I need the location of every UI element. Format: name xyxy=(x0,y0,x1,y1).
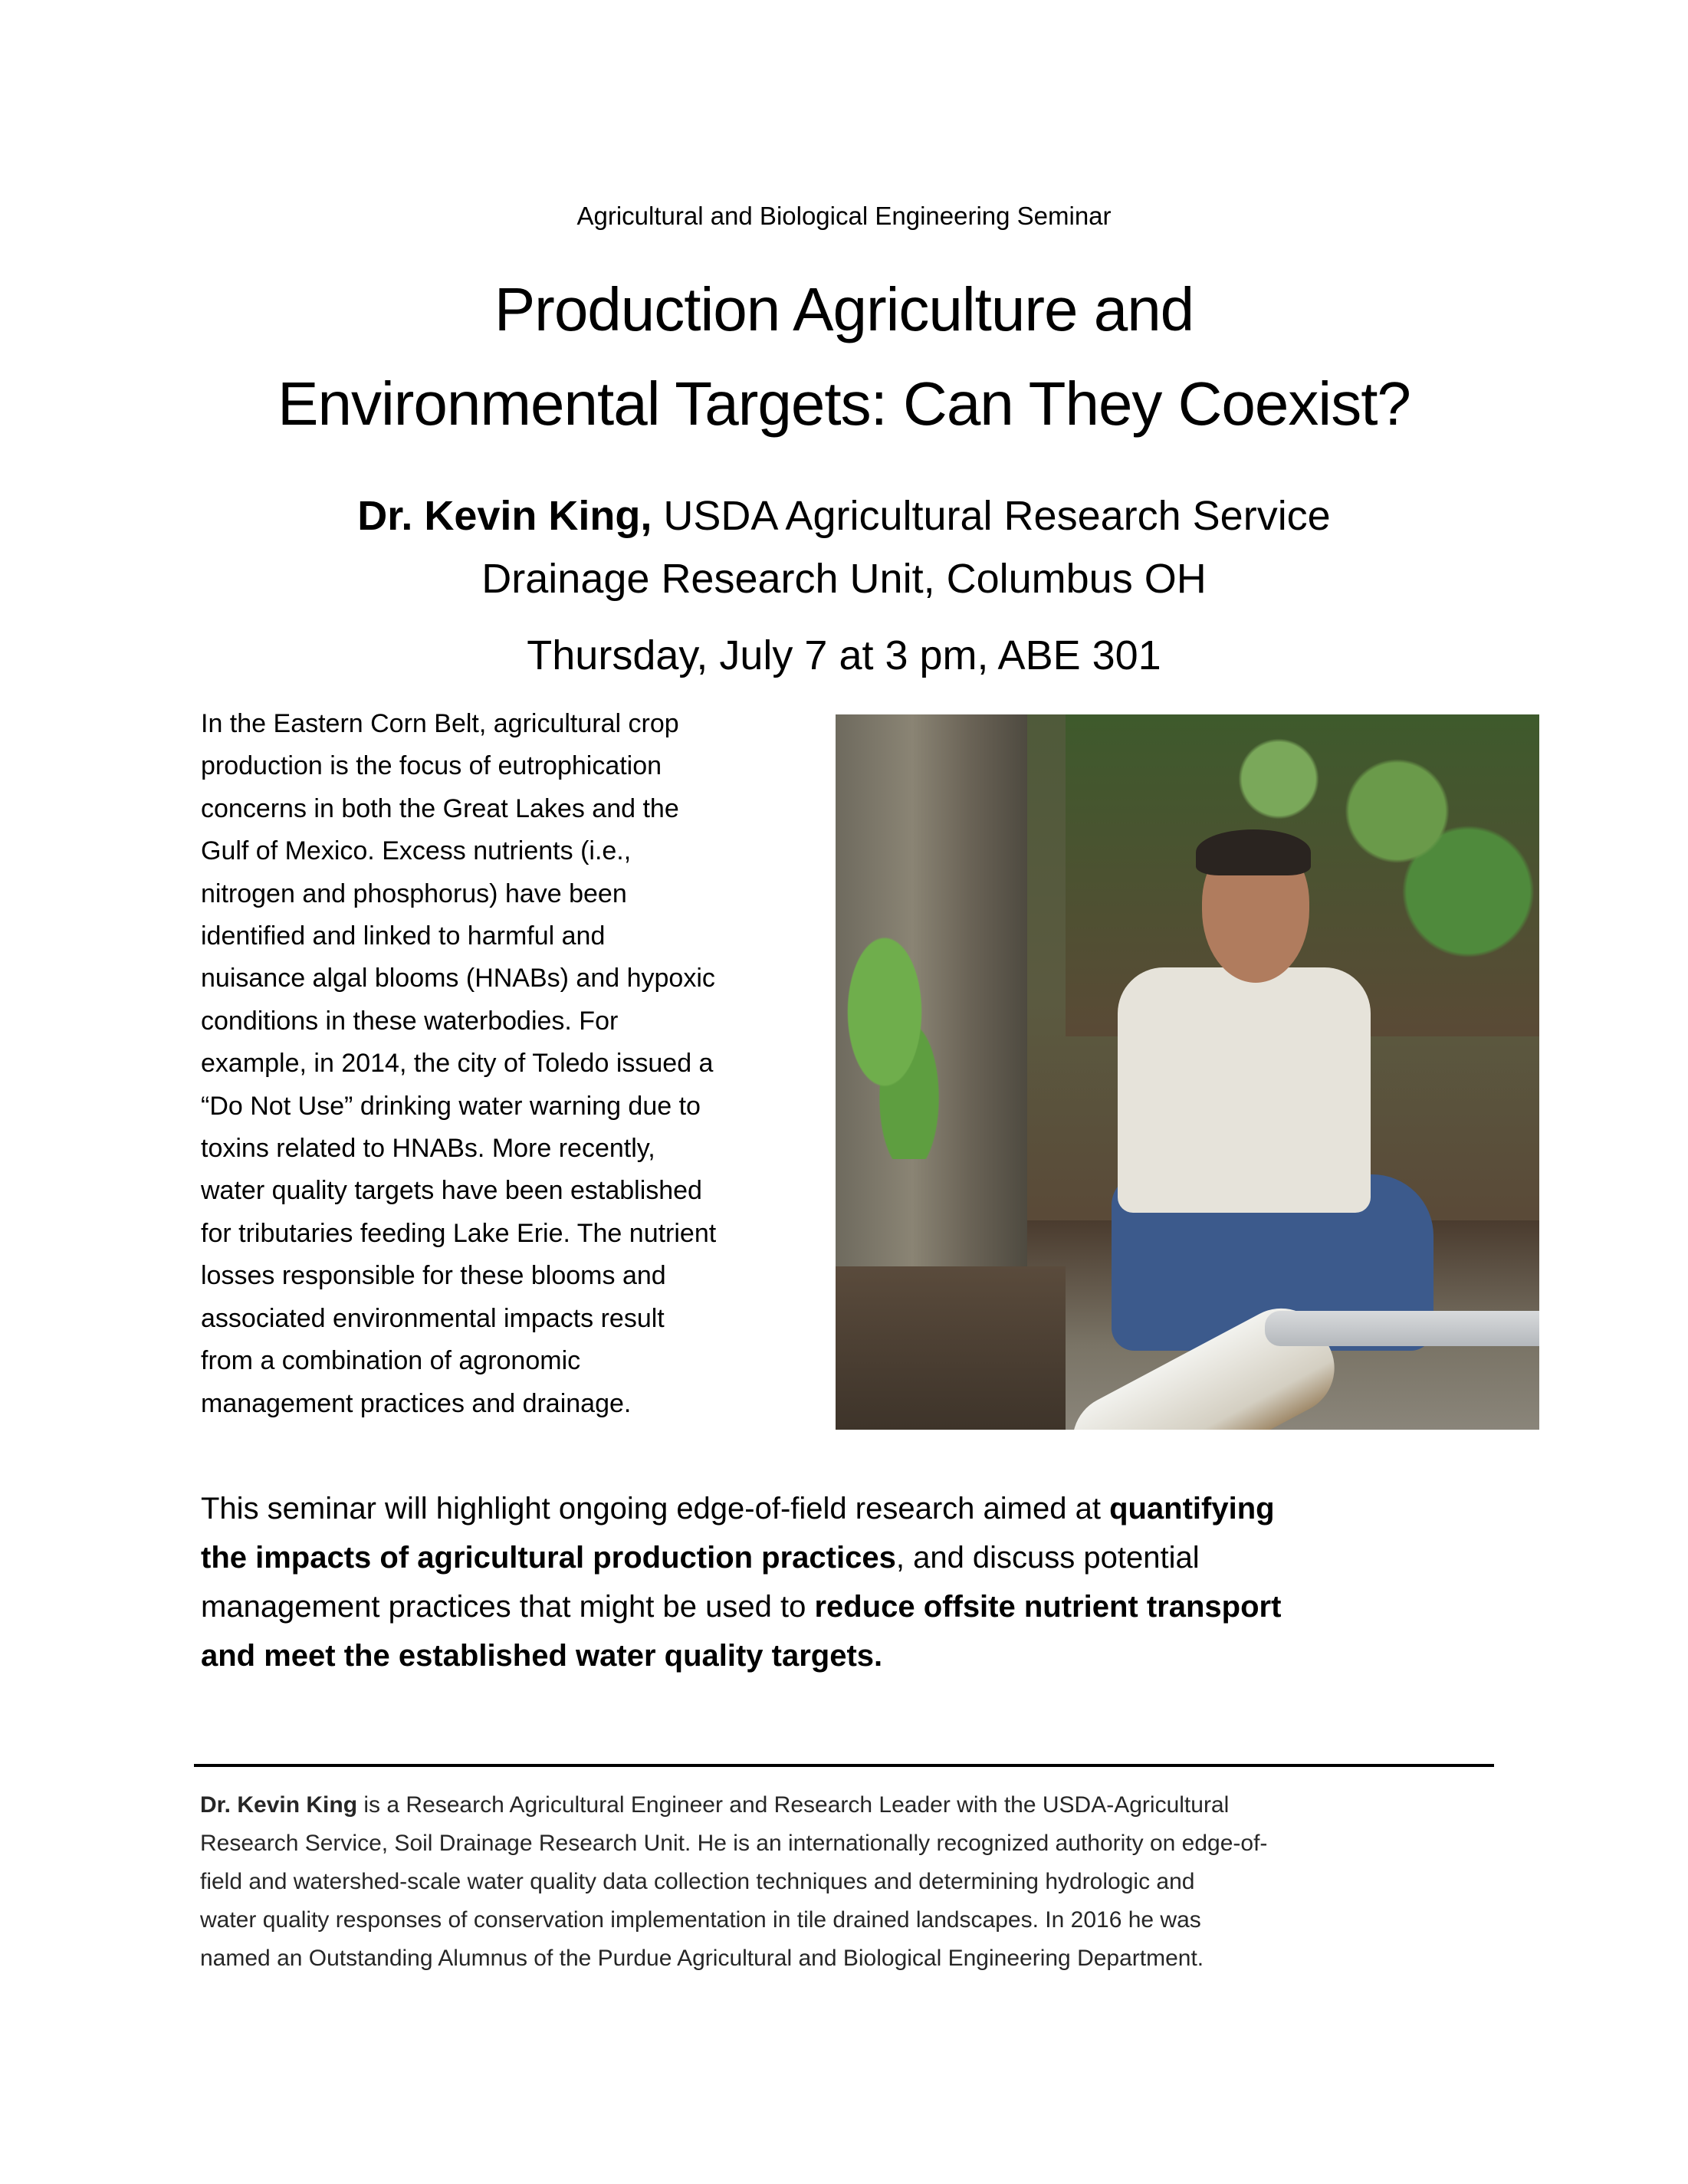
event-datetime: Thursday, July 7 at 3 pm, ABE 301 xyxy=(527,632,1161,678)
photo-leaves xyxy=(836,914,958,1159)
intro-line: toxins related to HNABs. More recently, xyxy=(201,1134,655,1164)
speaker-name: Dr. Kevin King, xyxy=(357,493,652,539)
intro-line: nuisance algal blooms (HNABs) and hypoxic xyxy=(201,964,715,993)
intro-line: identified and linked to harmful and xyxy=(201,921,606,951)
summary-emphasis: and meet the established water quality targets. xyxy=(201,1639,883,1673)
seminar-summary-paragraph xyxy=(201,1484,1504,1680)
intro-line: “Do Not Use” drinking water warning due to xyxy=(201,1091,701,1121)
summary-line xyxy=(201,1533,1504,1582)
intro-line: for tributaries feeding Lake Erie. The nutrient xyxy=(201,1218,717,1248)
summary-text: , and discuss potential xyxy=(895,1541,1200,1575)
summary-line xyxy=(201,1631,1504,1680)
summary-text: management practices that might be used to xyxy=(201,1590,815,1624)
photo-person-shirt xyxy=(1118,967,1371,1213)
bio-line: water quality responses of conservation implementation in tile drained landscapes. In 2016 he was xyxy=(200,1907,1201,1933)
section-divider xyxy=(194,1764,1494,1767)
speaker-bio-paragraph xyxy=(200,1786,1503,1978)
intro-line: water quality targets have been established xyxy=(201,1176,702,1206)
summary-line xyxy=(201,1484,1504,1533)
summary-emphasis: reduce offsite nutrient transport xyxy=(814,1590,1282,1624)
summary-emphasis: the impacts of agricultural production practices xyxy=(201,1541,896,1575)
speaker-field-photo xyxy=(836,714,1539,1430)
intro-line: production is the focus of eutrophication xyxy=(201,751,662,781)
bio-line xyxy=(200,1786,1503,1824)
photo-tree-roots xyxy=(836,1266,1066,1430)
intro-line: management practices and drainage. xyxy=(201,1388,632,1418)
intro-line: example, in 2014, the city of Toledo issued a xyxy=(201,1049,714,1079)
intro-line: losses responsible for these blooms and xyxy=(201,1261,666,1291)
photo-person-hair xyxy=(1196,829,1311,875)
intro-line: conditions in these waterbodies. For xyxy=(201,1006,619,1036)
speaker-unit: Drainage Research Unit, Columbus OH xyxy=(481,556,1207,602)
page-title-line-2: Environmental Targets: Can They Coexist? xyxy=(278,369,1410,438)
bio-line: named an Outstanding Alumnus of the Purdue Agricultural and Biological Engineering Department. xyxy=(200,1946,1204,1971)
intro-paragraph xyxy=(201,703,814,1425)
intro-line: concerns in both the Great Lakes and the xyxy=(201,793,679,823)
bio-line: field and watershed-scale water quality data collection techniques and determining hydrologic and xyxy=(200,1869,1195,1894)
bio-text: is a Research Agricultural Engineer and Research Leader with the USDA-Agricultural xyxy=(357,1792,1230,1818)
bio-speaker-name: Dr. Kevin King xyxy=(200,1792,358,1818)
speaker-affiliation: USDA Agricultural Research Service xyxy=(652,493,1331,539)
bio-line: Research Service, Soil Drainage Research Unit. He is an internationally recognized authority on edge-of- xyxy=(200,1831,1268,1856)
photo-small-pipe xyxy=(1265,1311,1539,1346)
intro-line: Gulf of Mexico. Excess nutrients (i.e., xyxy=(201,836,632,866)
intro-line: In the Eastern Corn Belt, agricultural crop xyxy=(201,709,679,738)
seminar-series-label: Agricultural and Biological Engineering Seminar xyxy=(576,202,1112,230)
intro-line: from a combination of agronomic xyxy=(201,1346,581,1376)
summary-line xyxy=(201,1582,1504,1631)
speaker-line xyxy=(0,491,1688,540)
intro-line: nitrogen and phosphorus) have been xyxy=(201,879,627,908)
page-title-line-1: Production Agriculture and xyxy=(494,275,1194,343)
intro-line: associated environmental impacts result xyxy=(201,1303,665,1333)
summary-text: This seminar will highlight ongoing edge-of-field research aimed at xyxy=(201,1492,1110,1526)
summary-emphasis: quantifying xyxy=(1109,1492,1275,1526)
